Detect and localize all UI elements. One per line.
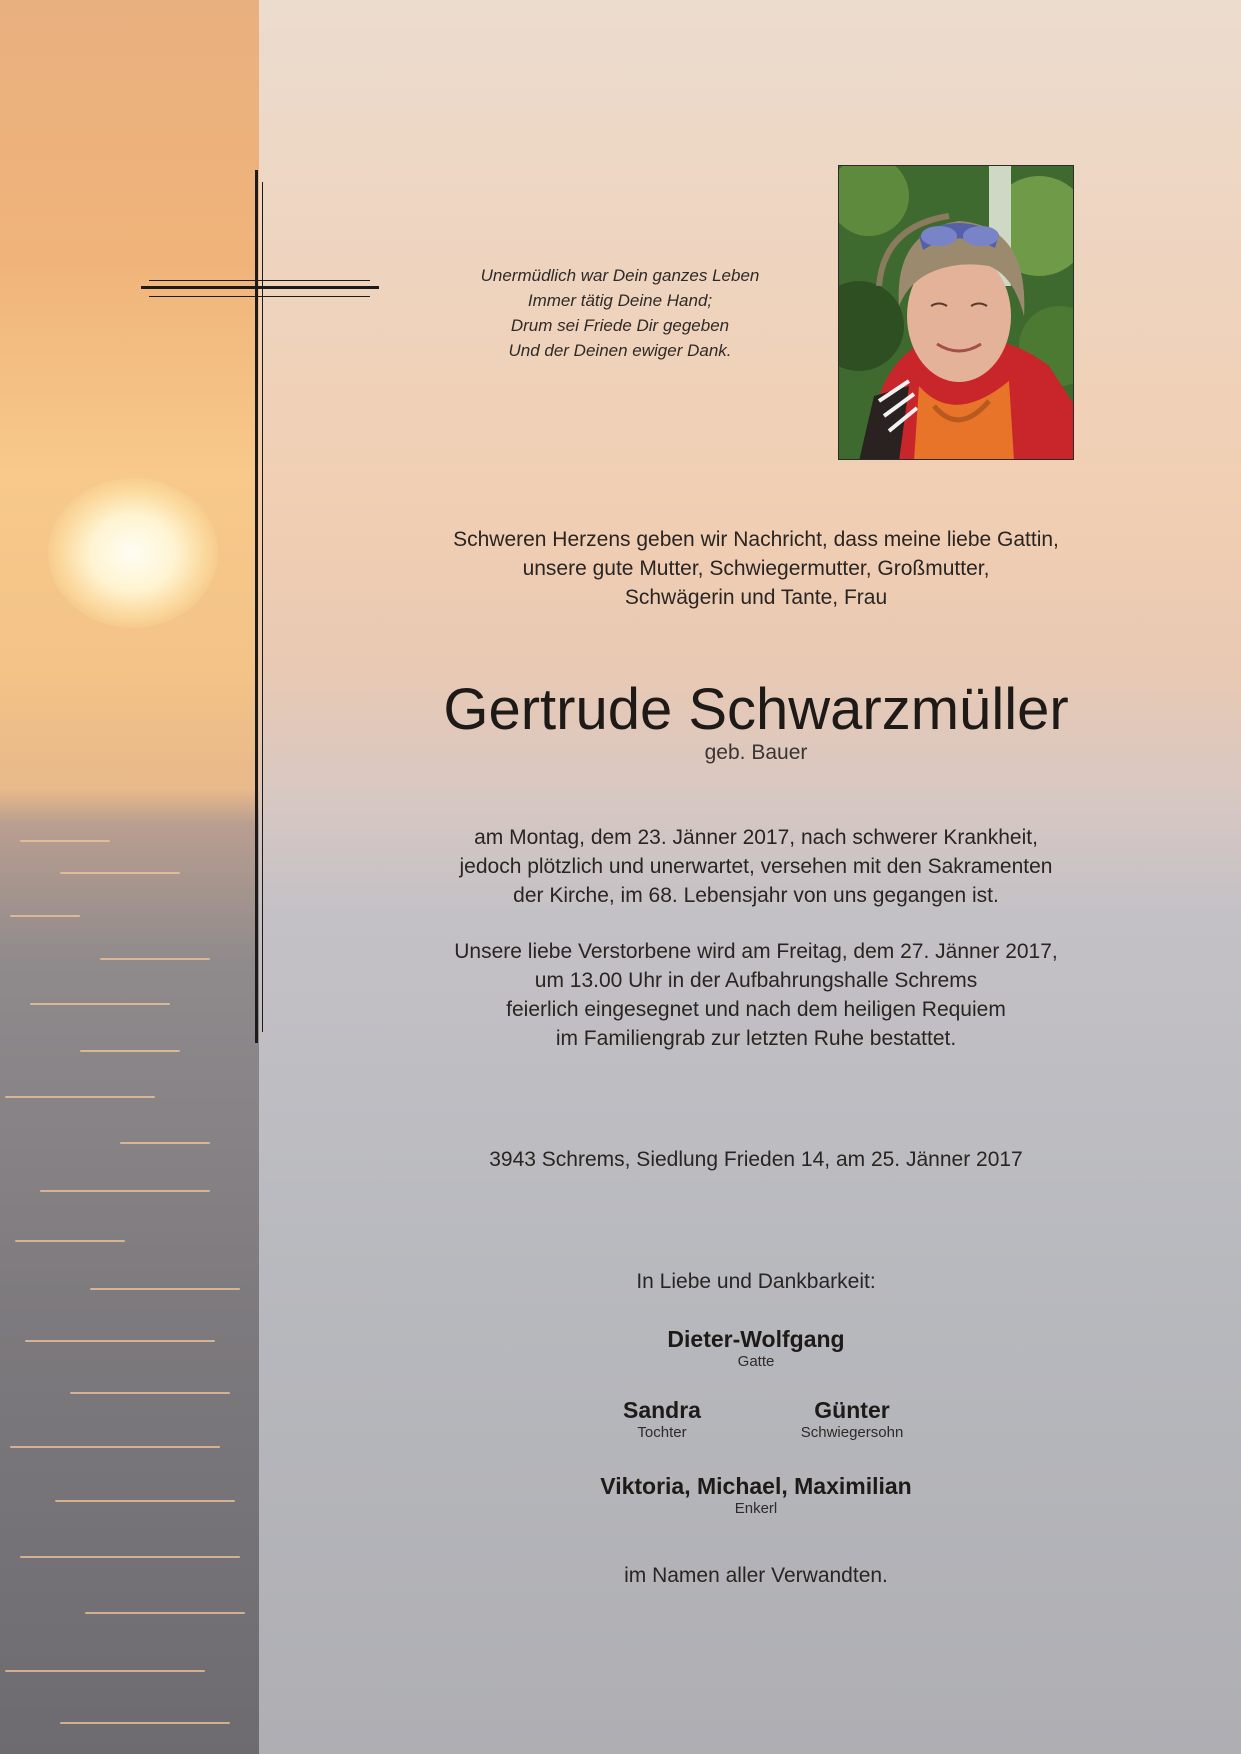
portrait-photo — [838, 165, 1074, 460]
mourner-relation: Tochter — [637, 1424, 687, 1441]
funeral-line: im Familiengrab zur letzten Ruhe bestattet. — [555, 1027, 957, 1050]
cross-horizontal-line-lower — [149, 296, 370, 297]
closing-line: im Namen aller Verwandten. — [624, 1564, 888, 1587]
cross-vertical-line — [262, 182, 263, 1032]
passing-paragraph — [420, 823, 1092, 910]
place-and-date: 3943 Schrems, Siedlung Frieden 14, am 25. Jänner 2017 — [489, 1148, 1023, 1171]
water-glitter — [10, 915, 80, 917]
maiden-name: geb. Bauer — [704, 741, 808, 764]
poem-line: Drum sei Friede Dir gegeben — [510, 316, 730, 335]
mourner-grandchildren — [420, 1473, 1092, 1518]
announcement-intro — [420, 525, 1092, 612]
intro-line: Schwägerin und Tante, Frau — [624, 586, 888, 609]
poem-line: Unermüdlich war Dein ganzes Leben — [480, 266, 760, 285]
water-glitter — [40, 1190, 210, 1192]
water-glitter — [5, 1096, 155, 1098]
intro-line: Schweren Herzens geben wir Nachricht, dass meine liebe Gattin, — [453, 528, 1059, 551]
portrait-image — [839, 166, 1074, 460]
water-glitter — [60, 872, 180, 874]
passing-line: am Montag, dem 23. Jänner 2017, nach schwerer Krankheit, — [474, 826, 1038, 849]
water-glitter — [70, 1392, 230, 1394]
water-glitter — [120, 1142, 210, 1144]
funeral-line: Unsere liebe Verstorbene wird am Freitag, dem 27. Jänner 2017, — [454, 940, 1058, 963]
water-glitter — [25, 1340, 215, 1342]
funeral-line: um 13.00 Uhr in der Aufbahrungshalle Schrems — [534, 969, 978, 992]
passing-line: der Kirche, im 68. Lebensjahr von uns gegangen ist. — [513, 884, 999, 907]
poem-line: Und der Deinen ewiger Dank. — [508, 341, 732, 360]
water-glitter — [20, 1556, 240, 1558]
sun-glow — [48, 478, 218, 628]
cross-vertical-beam — [255, 170, 258, 1043]
water-glitter — [100, 958, 210, 960]
deceased-name: Gertrude Schwarzmüller — [443, 677, 1069, 742]
mourners-heading: In Liebe und Dankbarkeit: — [636, 1270, 876, 1293]
water-glitter — [85, 1612, 245, 1614]
water-glitter — [60, 1722, 230, 1724]
mourner-spouse — [420, 1326, 1092, 1371]
mourner-relation: Enkerl — [734, 1500, 778, 1517]
water-glitter — [90, 1288, 240, 1290]
mourner-name: Günter — [814, 1397, 890, 1423]
mourner-son-in-law — [752, 1397, 952, 1442]
water-glitter — [80, 1050, 180, 1052]
mourner-name: Dieter-Wolfgang — [667, 1326, 845, 1352]
water-glitter — [20, 840, 110, 842]
water-glitter — [55, 1500, 235, 1502]
poem-line: Immer tätig Deine Hand; — [527, 291, 713, 310]
funeral-paragraph — [420, 937, 1092, 1053]
mourner-name: Sandra — [623, 1397, 701, 1423]
memorial-poem — [440, 263, 800, 363]
cross-horizontal-beam — [141, 286, 379, 289]
water-glitter — [30, 1003, 170, 1005]
water-glitter — [10, 1446, 220, 1448]
sunset-sea-strip — [0, 0, 259, 1754]
intro-line: unsere gute Mutter, Schwiegermutter, Großmutter, — [522, 557, 990, 580]
funeral-line: feierlich eingesegnet und nach dem heiligen Requiem — [506, 998, 1006, 1021]
cross-horizontal-line-upper — [149, 280, 370, 281]
passing-line: jedoch plötzlich und unerwartet, versehen mit den Sakramenten — [459, 855, 1053, 878]
mourner-relation: Schwiegersohn — [800, 1424, 904, 1441]
mourner-name: Viktoria, Michael, Maximilian — [600, 1473, 912, 1499]
mourner-relation: Gatte — [737, 1353, 775, 1370]
water-glitter — [15, 1240, 125, 1242]
water-glitter — [5, 1670, 205, 1672]
mourner-daughter — [562, 1397, 762, 1442]
